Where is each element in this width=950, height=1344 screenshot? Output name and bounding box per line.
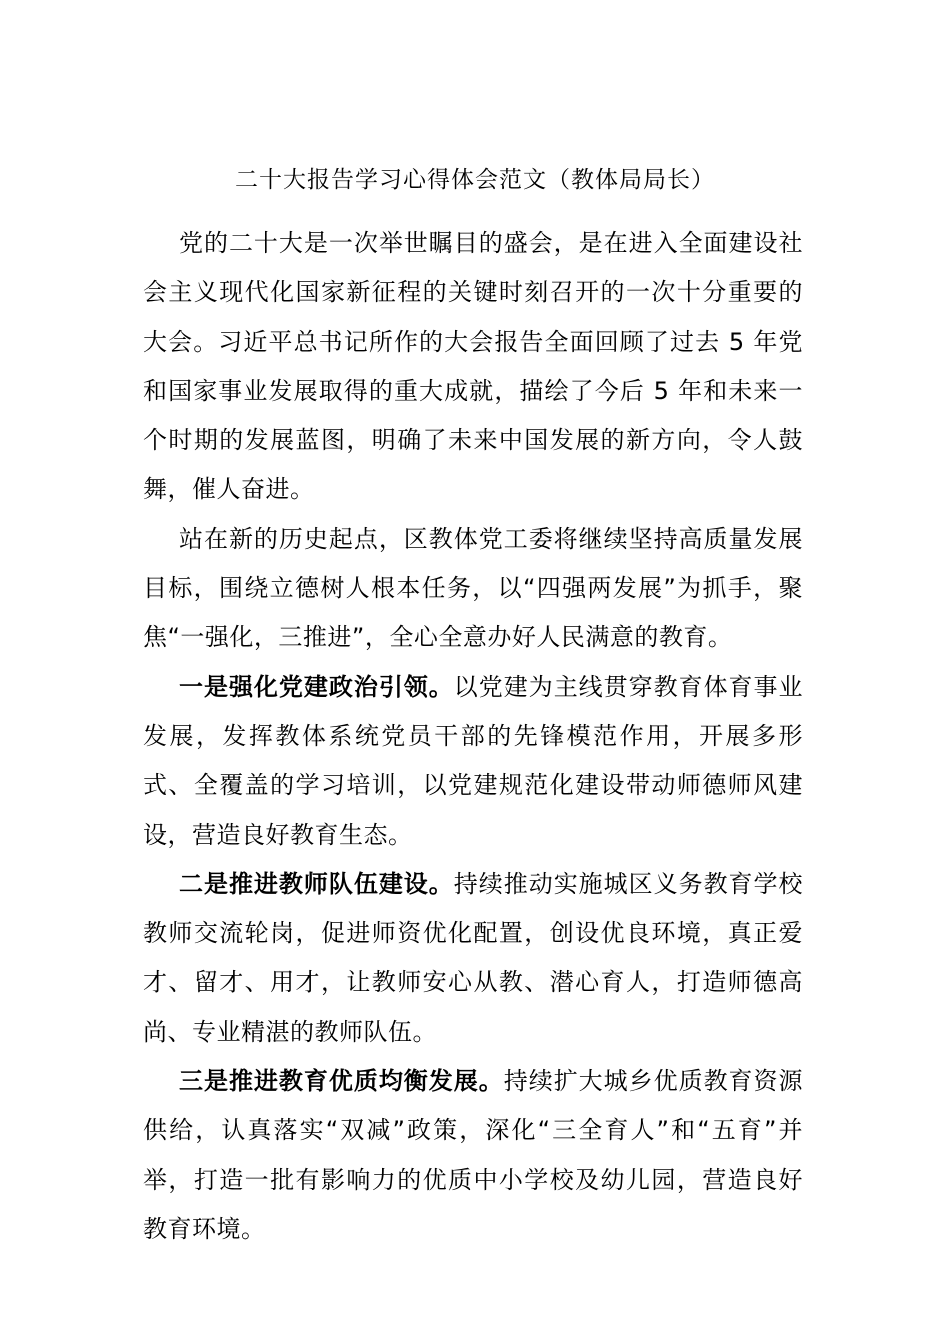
paragraph-lead: 二是推进教师队伍建设。 xyxy=(179,869,454,898)
paragraph-lead: 三是推进教育优质均衡发展。 xyxy=(179,1067,504,1096)
paragraph-text: 党的二十大是一次举世瞩目的盛会，是在进入全面建设社会主义现代化国家新征程的关键时刻召开的一次十分重要的大会。习近平总书记所作的大会报告全面回顾了过去 5 年党和国家事业发展取得的重大成就，描绘了今后 5 年和未来一个时期的发展蓝图，明确了未来中国发展的新方向，令人鼓舞，催人奋进。 xyxy=(143,229,803,504)
paragraph-intro xyxy=(143,219,803,515)
paragraph-party-building xyxy=(143,663,803,860)
paragraph-text: 持续扩大城乡优质教育资源供给，认真落实“双减”政策，深化“三全育人”和“五育”并举，打造一批有影响力的优质中小学校及幼儿园，营造良好教育环境。 xyxy=(143,1067,804,1243)
paragraph-text: 以党建为主线贯穿教育体育事业发展，发挥教体系统党员干部的先锋模范作用，开展多形式、全覆盖的学习培训，以党建规范化建设带动师德师风建设，营造良好教育生态。 xyxy=(143,672,804,849)
paragraph-balanced-development xyxy=(143,1057,803,1254)
paragraph-teacher-team xyxy=(143,860,803,1057)
document-body xyxy=(143,219,803,1254)
paragraph-new-starting-point xyxy=(143,515,803,663)
paragraph-lead: 一是强化党建政治引领。 xyxy=(179,672,454,701)
paragraph-text: 站在新的历史起点，区教体党工委将继续坚持高质量发展目标，围绕立德树人根本任务，以“四强两发展”为抓手，聚焦“一强化，三推进”，全心全意办好人民满意的教育。 xyxy=(143,524,803,652)
paragraph-text: 持续推动实施城区义务教育学校教师交流轮岗，促进师资优化配置，创设优良环境，真正爱才、留才、用才，让教师安心从教、潜心育人，打造师德高尚、专业精湛的教师队伍。 xyxy=(143,869,804,1046)
document-title: 二十大报告学习心得体会范文（教体局局长） xyxy=(235,167,715,193)
